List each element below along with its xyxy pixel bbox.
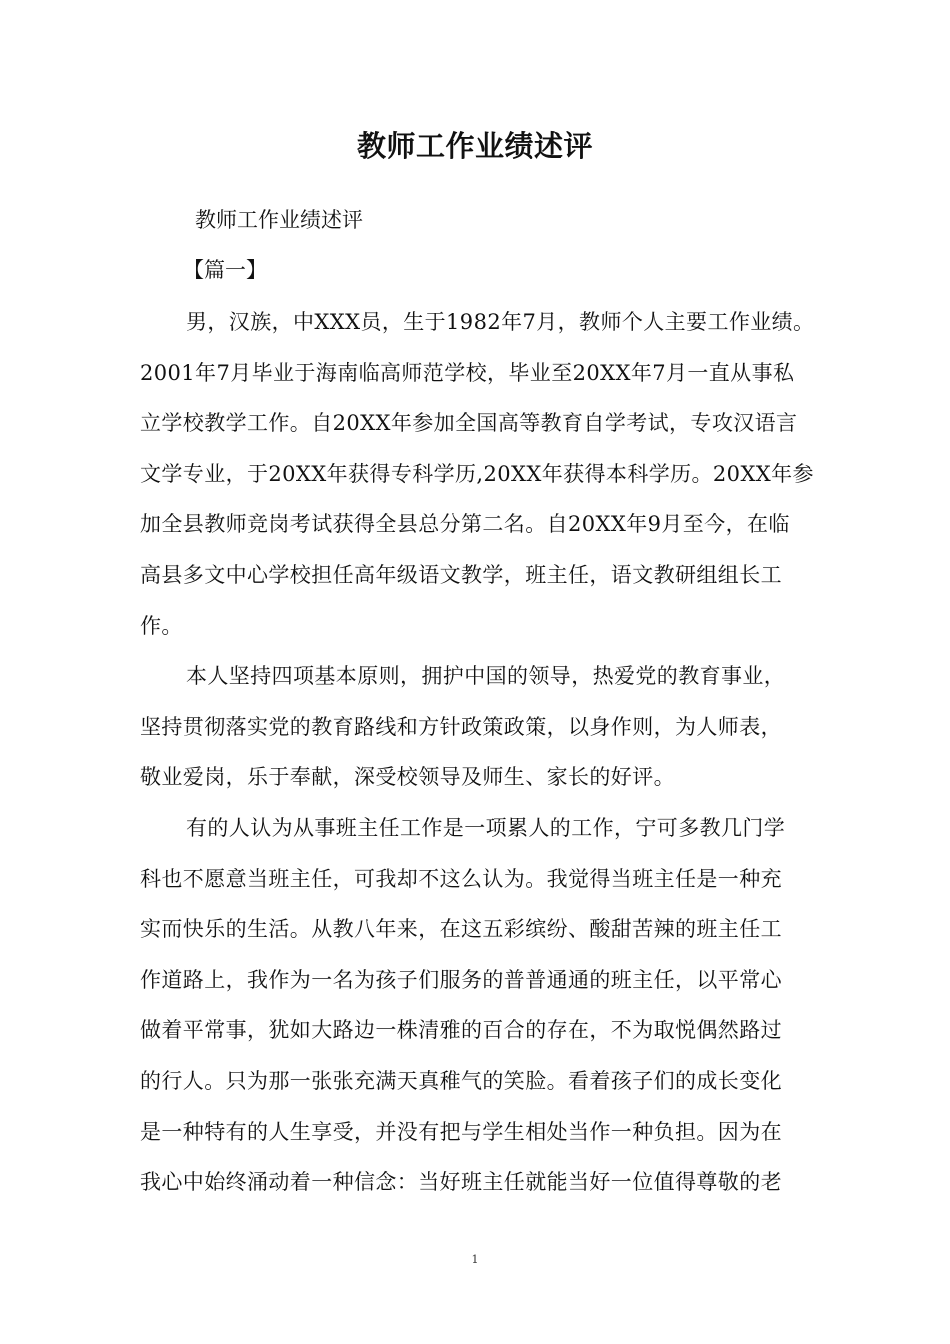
paragraph-line: 本人坚持四项基本原则，拥护中国的领导，热爱党的教育事业， <box>186 664 786 689</box>
paragraph-line: 科也不愿意当班主任，可我却不这么认为。我觉得当班主任是一种充 <box>140 866 782 891</box>
paragraph-line: 是一种特有的人生享受，并没有把与学生相处当作一种负担。因为在 <box>140 1119 782 1144</box>
paragraph-line: 的行人。只为那一张张充满天真稚气的笑脸。看着孩子们的成长变化 <box>140 1068 782 1093</box>
document-title: 教师工作业绩述评 <box>356 129 593 163</box>
paragraph-line: 作道路上，我作为一名为孩子们服务的普普通通的班主任，以平常心 <box>140 967 782 992</box>
paragraph-line: 立学校教学工作。自20XX年参加全国高等教育自学考试，专攻汉语言 <box>140 411 798 436</box>
paragraph-1 <box>140 297 830 651</box>
paragraph-3 <box>140 803 830 1208</box>
paragraph-line: 作。 <box>140 613 183 638</box>
paragraph-2 <box>140 651 830 803</box>
document-subtitle: 教师工作业绩述评 <box>195 208 363 232</box>
paragraph-line: 2001年7月毕业于海南临高师范学校，毕业至20XX年7月一直从事私 <box>140 360 795 385</box>
paragraph-line: 加全县教师竞岗考试获得全县总分第二名。自20XX年9月至今，在临 <box>140 512 790 537</box>
paragraph-line: 实而快乐的生活。从教八年来，在这五彩缤纷、酸甜苦辣的班主任工 <box>140 917 782 942</box>
paragraph-line: 做着平常事，犹如大路边一株清雅的百合的存在，不为取悦偶然路过 <box>140 1018 782 1043</box>
paragraph-line: 高县多文中心学校担任高年级语文教学，班主任，语文教研组组长工 <box>140 562 782 587</box>
paragraph-line: 有的人认为从事班主任工作是一项累人的工作，宁可多教几门学 <box>186 815 786 840</box>
section-heading: 【篇一】 <box>183 258 267 282</box>
page-number: 1 <box>471 1253 479 1266</box>
paragraph-line: 坚持贯彻落实党的教育路线和方针政策政策，以身作则，为人师表， <box>140 714 782 739</box>
paragraph-line: 文学专业，于20XX年获得专科学历,20XX年获得本科学历。20XX年参 <box>140 461 814 486</box>
paragraph-line: 我心中始终涌动着一种信念：当好班主任就能当好一位值得尊敬的老 <box>140 1170 782 1195</box>
document-body <box>140 297 830 1208</box>
paragraph-line: 男，汉族，中XXX员，生于1982年7月，教师个人主要工作业绩。 <box>186 310 815 334</box>
paragraph-line: 敬业爱岗，乐于奉献，深受校领导及师生、家长的好评。 <box>140 765 675 790</box>
